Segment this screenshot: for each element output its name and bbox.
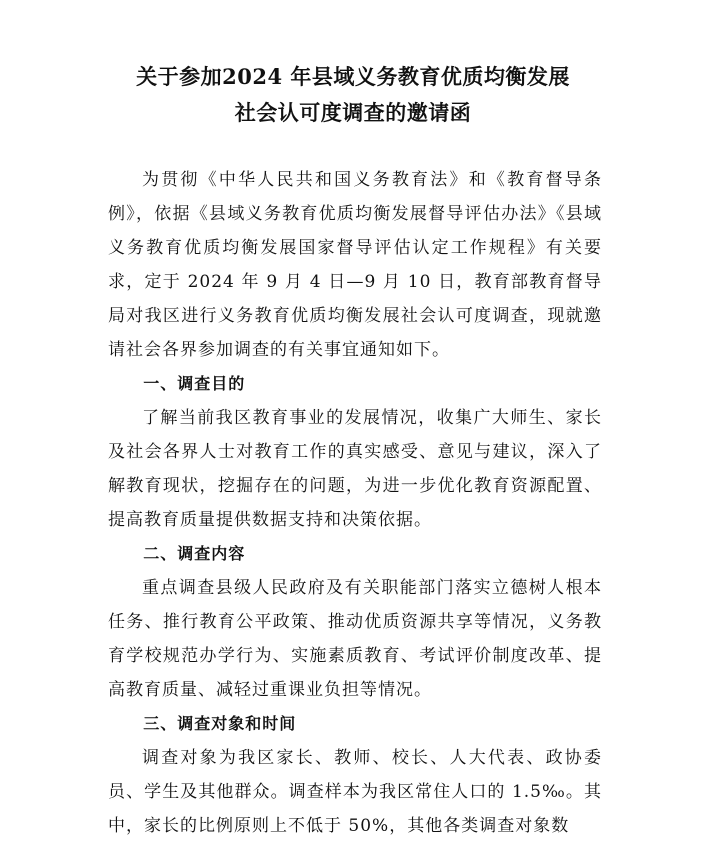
document-title-line-2: 社会认可度调查的邀请函 [234, 100, 472, 125]
document-title-line-1: 关于参加2024 年县域义务教育优质均衡发展 [136, 64, 570, 89]
section-paragraph-purpose: 了解当前我区教育事业的发展情况，收集广大师生、家长及社会各界人士对教育工作的真实感受、意见与建议，深入了解教育现状，挖掘存在的问题，为进一步优化教育资源配置、提高教育质量提供数据支持和决策依据。 [108, 408, 602, 530]
section-heading-subjects-time: 三、调查对象和时间 [143, 714, 297, 733]
section-heading-content: 二、调查内容 [143, 544, 246, 563]
section-paragraph-subjects-time: 调查对象为我区家长、教师、校长、人大代表、政协委员、学生及其他群众。调查样本为我区常住人口的 1.5‰。其中，家长的比例原则上不低于 50%，其他各类调查对象数 [108, 748, 602, 836]
section-heading-purpose: 一、调查目的 [143, 374, 246, 393]
document-body [108, 163, 602, 843]
intro-paragraph: 为贯彻《中华人民共和国义务教育法》和《教育督导条例》，依据《县域义务教育优质均衡发展督导评估办法》《县域义务教育优质均衡发展国家督导评估认定工作规程》有关要求，定于 2024 年 9 月 4 日—9 月 10 日，教育部教育督导局对我区进行义务教育优质均衡发展社会认可度调查，现就邀请社会各界参加调查的有关事宜通知如下。 [108, 170, 602, 360]
section-paragraph-content: 重点调查县级人民政府及有关职能部门落实立德树人根本任务、推行教育公平政策、推动优质资源共享等情况，义务教育学校规范办学行为、实施素质教育、考试评价制度改革、提高教育质量、减轻过重课业负担等情况。 [108, 578, 602, 700]
